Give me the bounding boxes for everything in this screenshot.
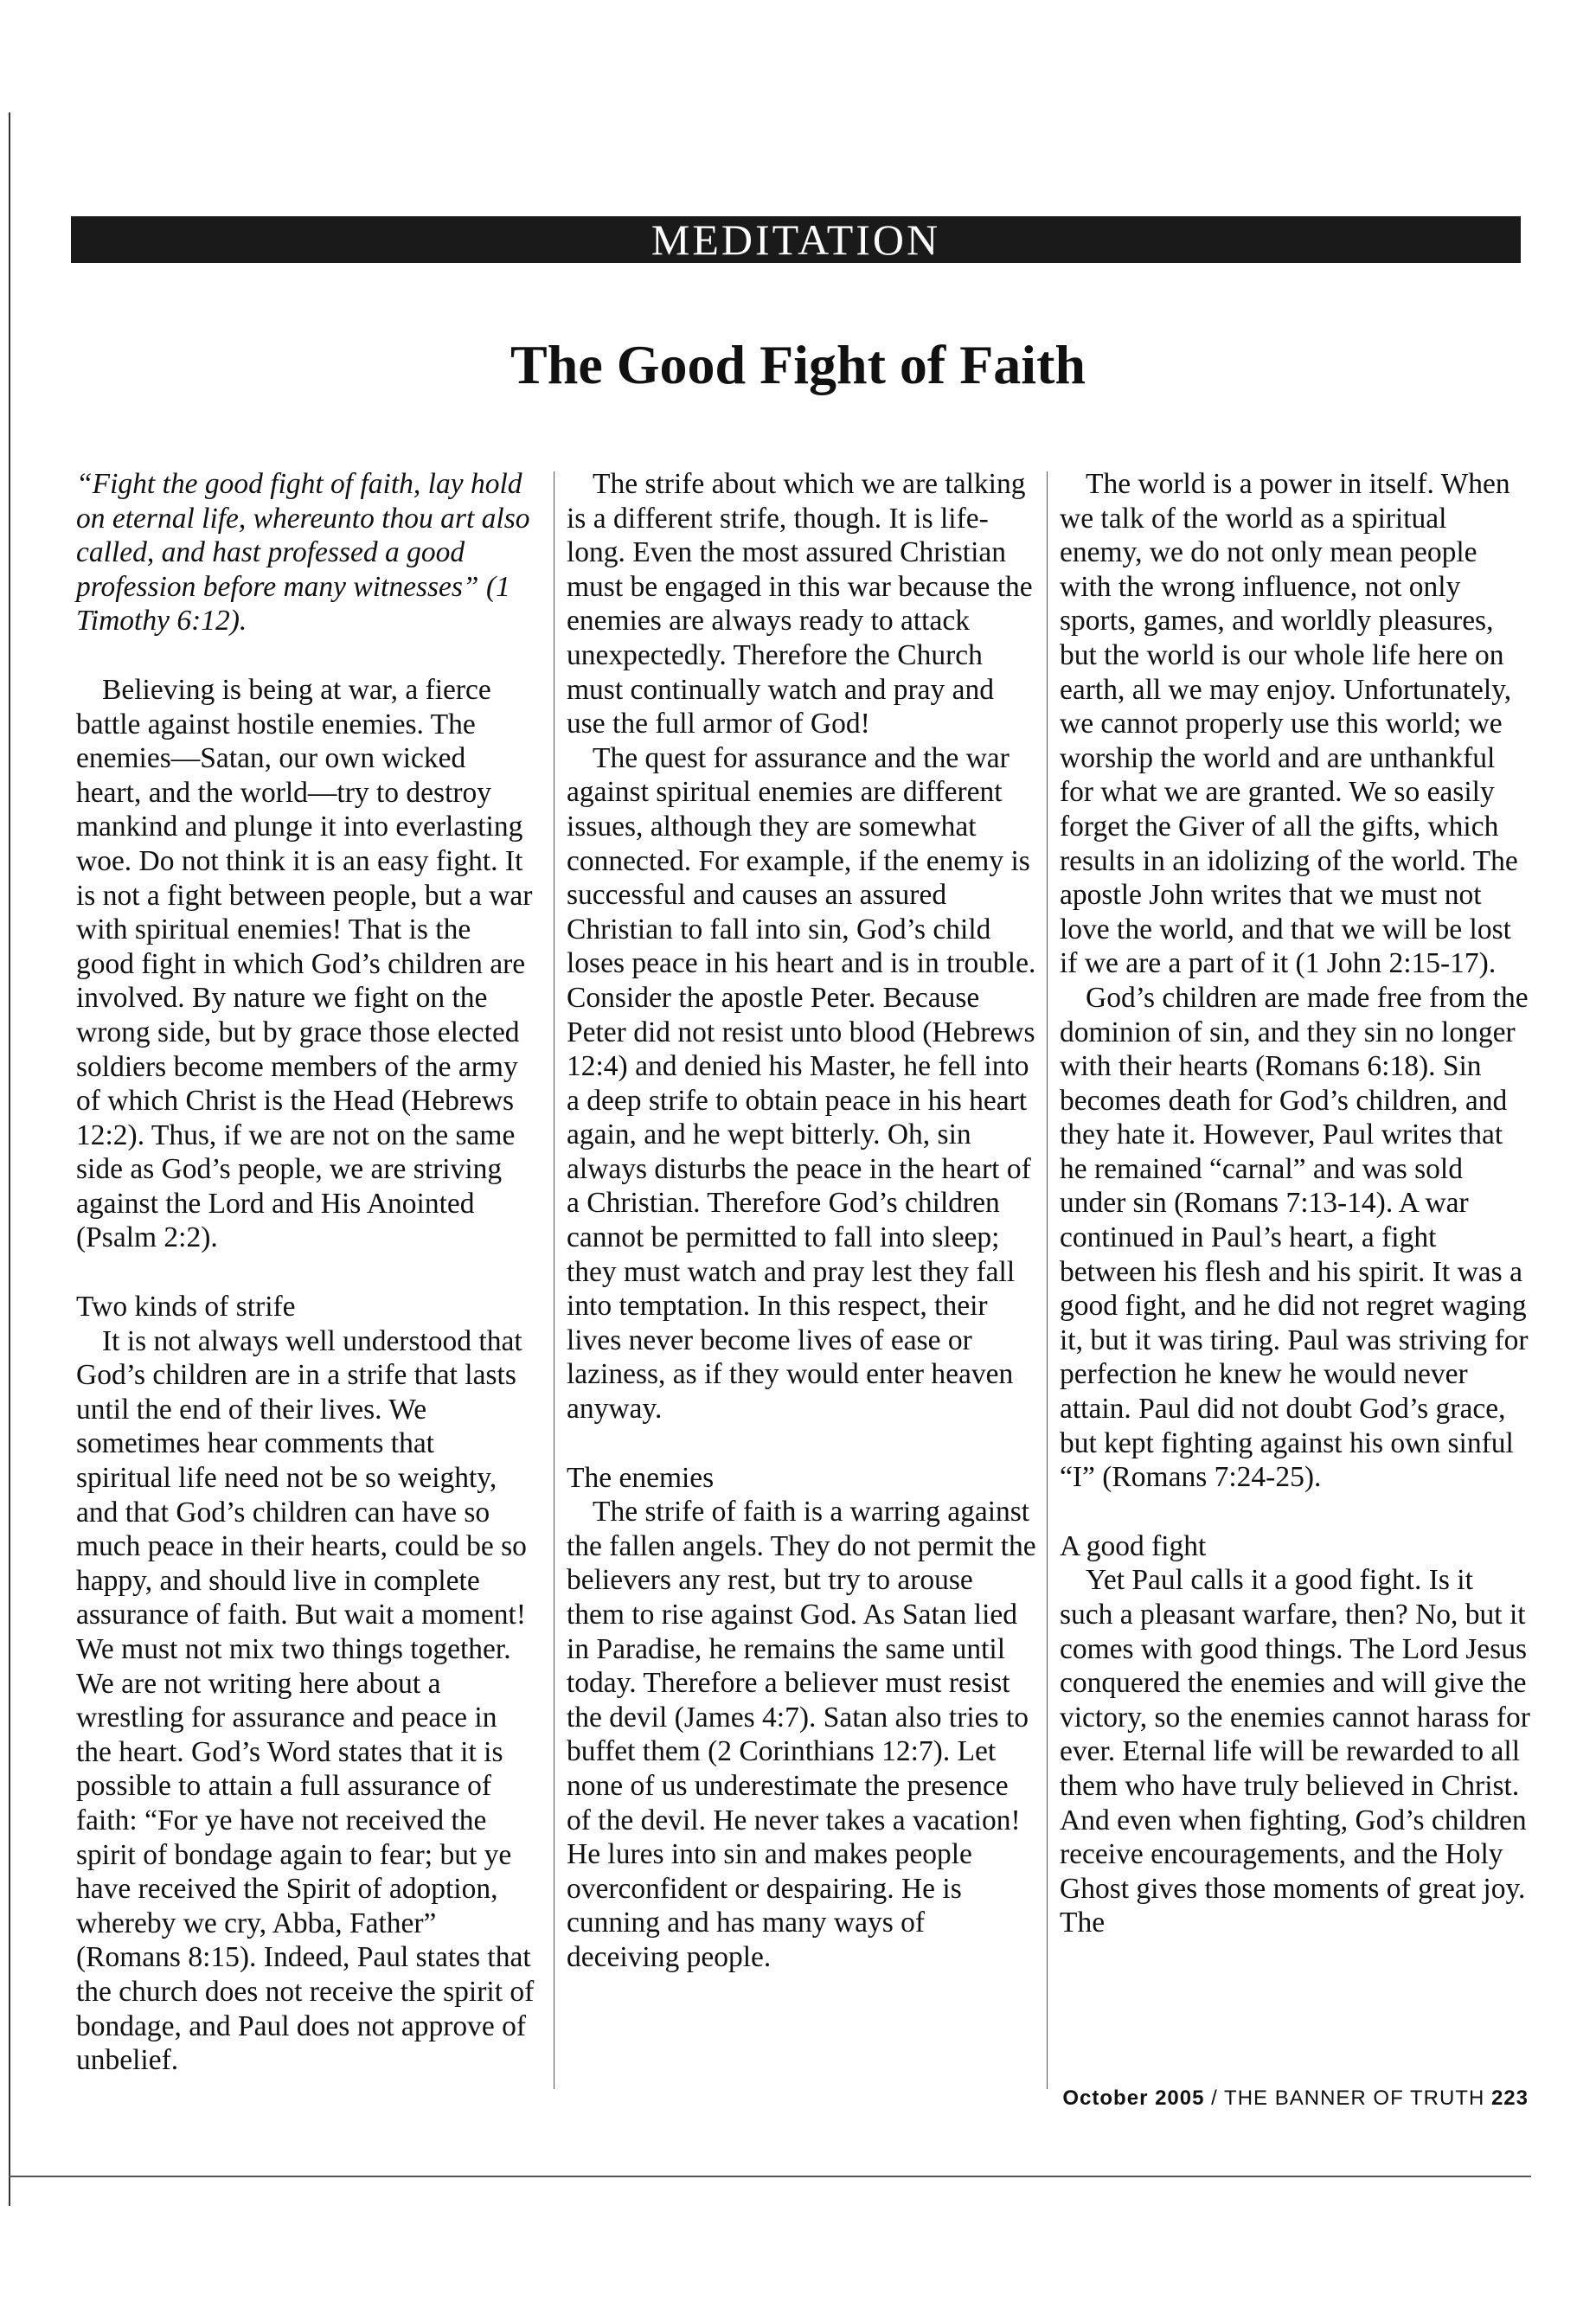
section-heading: Two kinds of strife xyxy=(76,1291,296,1324)
section-heading: The enemies xyxy=(567,1461,715,1494)
paragraph: Yet Paul calls it a good fight. Is it such a pleasant warfare, then? No, but it comes with good things. The Lord Jesus conquered the enemies and will give the victory, so the enemies cannot harass for ever. Eternal life will be rewarded to all them who have truly believed in Christ. And even when fighting, God’s children receive encouragements, and the Holy Ghost gives those moments of great joy. The xyxy=(1060,1564,1530,1939)
paragraph: The world is a power in itself. When we talk of the world as a spiritual enemy, we do not only mean people with the wrong influence, not only sports, games, and worldly pleasures, but the world is our whole life here on earth, all we may enjoy. Unfortunately, we cannot properly use this world; we worship the world and are unthankful for what we are granted. We so easily forget the Giver of all the gifts, which results in an idolizing of the world. The apostle John writes that we must not love the world, and that we will be lost if we are a part of it (1 John 2:15-17). xyxy=(1060,468,1518,980)
paragraph: The quest for assurance and the war against spiritual enemies are different issues, although they are somewhat connected. For example, if the enemy is successful and causes an assured Christian to fall into sin, God’s child loses peace in his heart and is in trouble. Consider the apostle Peter. Because Peter did not resist unto blood (Hebrews 12:4) and denied his Master, he fell into a deep strife to obtain peace in his heart again, and he wept bitterly. Oh, sin always disturbs the peace in the heart of a Christian. Therefore God’s children cannot be permitted to fall into sleep; they must watch and pray lest they fall into temptation. In this respect, their lives never become lives of ease or laziness, as if they would enter heaven anyway. xyxy=(567,741,1036,1426)
section-banner xyxy=(71,216,1521,263)
column-3 xyxy=(1060,467,1531,1940)
column-2 xyxy=(567,467,1038,1975)
page-edge-line xyxy=(9,112,10,2206)
footer-separator: / xyxy=(1211,2086,1218,2110)
page-footer xyxy=(1062,2086,1529,2111)
paragraph: The strife about which we are talking is a different strife, though. It is life-long. Even the most assured Christian must be engaged in this war because the enemies are always ready to attack unexpectedly. Therefore the Church must continually watch and pray and use the full armor of God! xyxy=(567,468,1033,740)
bottom-rule xyxy=(9,2176,1531,2177)
column-1 xyxy=(76,467,535,2078)
article-title: The Good Fight of Faith xyxy=(510,334,1086,395)
footer-page-number: 223 xyxy=(1490,2086,1529,2110)
paragraph: The strife of faith is a warring against the fallen angels. They do not permit the believers any rest, but try to arouse them to rise against God. As Satan lied in Paradise, he remains the same until today. Therefore a believer must resist the devil (James 4:7). Satan also tries to buffet them (2 Corinthians 12:7). Let none of us underestimate the presence of the devil. He never takes a vacation! He lures into sin and makes people overconfident or despairing. He is cunning and has many ways of deceiving people. xyxy=(567,1496,1036,1973)
paragraph: God’s children are made free from the dominion of sin, and they sin no longer with their hearts (Romans 6:18). Sin becomes death for God’s children, and they hate it. However, Paul writes that he remained “carnal” and was sold under sin (Romans 7:13-14). A war continued in Paul’s heart, a fight between his flesh and his spirit. It was a good fight, and he did not regret waging it, but it was tiring. Paul was striving for perfection he knew he would never attain. Paul did not doubt God’s grace, but kept fighting against his own sinful “I” (Romans 7:24-25). xyxy=(1060,981,1529,1494)
epigraph: “Fight the good fight of faith, lay hold on eternal life, whereunto thou art also called, and hast professed a good profession before many witnesses” (1 Timothy 6:12). xyxy=(76,468,530,638)
section-heading: A good fight xyxy=(1060,1529,1207,1562)
footer-publication: THE BANNER OF TRUTH xyxy=(1224,2086,1485,2110)
section-label: MEDITATION xyxy=(651,215,941,264)
footer-date: October 2005 xyxy=(1062,2086,1205,2110)
paragraph: Believing is being at war, a fierce battle against hostile enemies. The enemies—Satan, our own wicked heart, and the world—try to destroy mankind and plunge it into everlasting woe. Do not think it is an easy fight. It is not a fight between people, but a war with spiritual enemies! That is the good fight in which God’s children are involved. By nature we fight on the wrong side, but by grace those elected soldiers become members of the army of which Christ is the Head (Hebrews 12:2). Thus, if we are not on the same side as God’s people, we are striving against the Lord and His Anointed (Psalm 2:2). xyxy=(76,673,533,1254)
column-divider-2 xyxy=(1047,471,1048,2089)
paragraph: It is not always well understood that God’s children are in a strife that lasts until the end of their lives. We sometimes hear comments that spiritual life need not be so weighty, and that God’s children can have so much peace in their hearts, could be so happy, and should live in complete assurance of faith. But wait a moment! We must not mix two things together. We are not writing here about a wrestling for assurance and peace in the heart. God’s Word states that it is possible to attain a full assurance of faith: “For ye have not received the spirit of bondage again to fear; but ye have received the Spirit of adoption, whereby we cry, Abba, Father” (Romans 8:15). Indeed, Paul states that the church does not receive the spirit of bondage, and Paul does not approve of unbelief. xyxy=(76,1324,535,2077)
